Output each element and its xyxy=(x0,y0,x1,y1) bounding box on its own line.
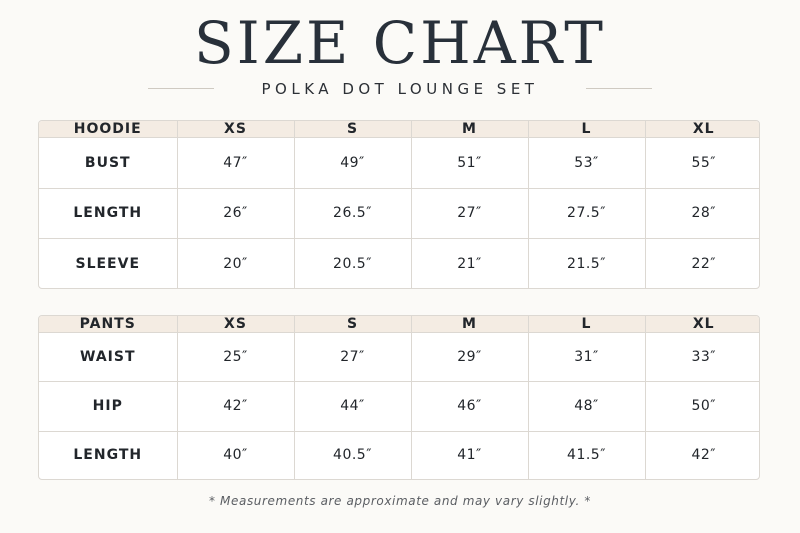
table-cell: 27″ xyxy=(294,333,411,382)
row-label-hip: HIP xyxy=(39,382,177,431)
table-header-row xyxy=(39,121,760,138)
table-cell: 27.5″ xyxy=(528,188,645,239)
table-cell: 25″ xyxy=(177,333,294,382)
table-cell: 20″ xyxy=(177,239,294,288)
table-cell: 20.5″ xyxy=(294,239,411,288)
table-cell: 42″ xyxy=(691,447,717,464)
table-cell: 46″ xyxy=(411,382,528,431)
page-title: SIZE CHART xyxy=(194,9,606,77)
table-cell: 48″ xyxy=(528,382,645,431)
table-cell: 53″ xyxy=(528,138,645,189)
table-row xyxy=(39,382,760,431)
column-header-s: S xyxy=(294,316,411,333)
column-header-s: S xyxy=(294,121,411,138)
table-cell: 49″ xyxy=(294,138,411,189)
column-header-l: L xyxy=(528,121,645,138)
column-header-m: M xyxy=(411,121,528,138)
table-cell: 41″ xyxy=(411,431,528,479)
measurement-footnote: * Measurements are approximate and may vary slightly. * xyxy=(209,494,591,508)
table-cell: 21″ xyxy=(411,239,528,288)
table-row xyxy=(39,188,760,239)
table-cell: 44″ xyxy=(294,382,411,431)
row-label-sleeve: SLEEVE xyxy=(39,239,177,288)
column-header-xl: XL xyxy=(645,316,760,333)
column-header-xs: XS xyxy=(177,121,294,138)
table-cell: 26.5″ xyxy=(294,188,411,239)
table-cell: 27″ xyxy=(411,188,528,239)
table-cell: 33″ xyxy=(645,333,760,382)
row-label-length: LENGTH xyxy=(39,431,177,479)
column-header-xl: XL xyxy=(645,121,760,138)
table-cell: 40″ xyxy=(177,431,294,479)
table-cell: 21.5″ xyxy=(528,239,645,288)
table-header-row xyxy=(39,316,760,333)
hoodie-table xyxy=(39,121,760,288)
column-header-garment: PANTS xyxy=(39,316,177,333)
column-header-m: M xyxy=(411,316,528,333)
table-cell: 29″ xyxy=(411,333,528,382)
table-cell: 26″ xyxy=(177,188,294,239)
pants-size-table xyxy=(38,315,760,480)
table-cell: 55″ xyxy=(645,138,760,189)
table-row xyxy=(39,431,760,479)
row-label-length: LENGTH xyxy=(39,188,177,239)
column-header-xs: XS xyxy=(177,316,294,333)
page-subtitle: POLKA DOT LOUNGE SET xyxy=(261,80,539,98)
pants-table xyxy=(39,316,760,479)
table-row xyxy=(39,138,760,189)
table-cell: 51″ xyxy=(411,138,528,189)
table-cell: 40.5″ xyxy=(294,431,411,479)
table-cell: 50″ xyxy=(645,382,760,431)
column-header-l: L xyxy=(528,316,645,333)
subtitle-divider-right xyxy=(586,88,652,89)
row-label-bust: BUST xyxy=(39,138,177,189)
table-cell: 22″ xyxy=(691,255,717,272)
table-cell: 41.5″ xyxy=(528,431,645,479)
subtitle-row xyxy=(0,78,800,100)
row-label-waist: WAIST xyxy=(39,333,177,382)
table-cell: 42″ xyxy=(177,382,294,431)
table-cell: 31″ xyxy=(528,333,645,382)
table-row xyxy=(39,239,760,288)
table-row xyxy=(39,333,760,382)
table-cell: 28″ xyxy=(645,188,760,239)
table-cell: 47″ xyxy=(177,138,294,189)
hoodie-size-table xyxy=(38,120,760,289)
column-header-garment: HOODIE xyxy=(39,121,177,138)
